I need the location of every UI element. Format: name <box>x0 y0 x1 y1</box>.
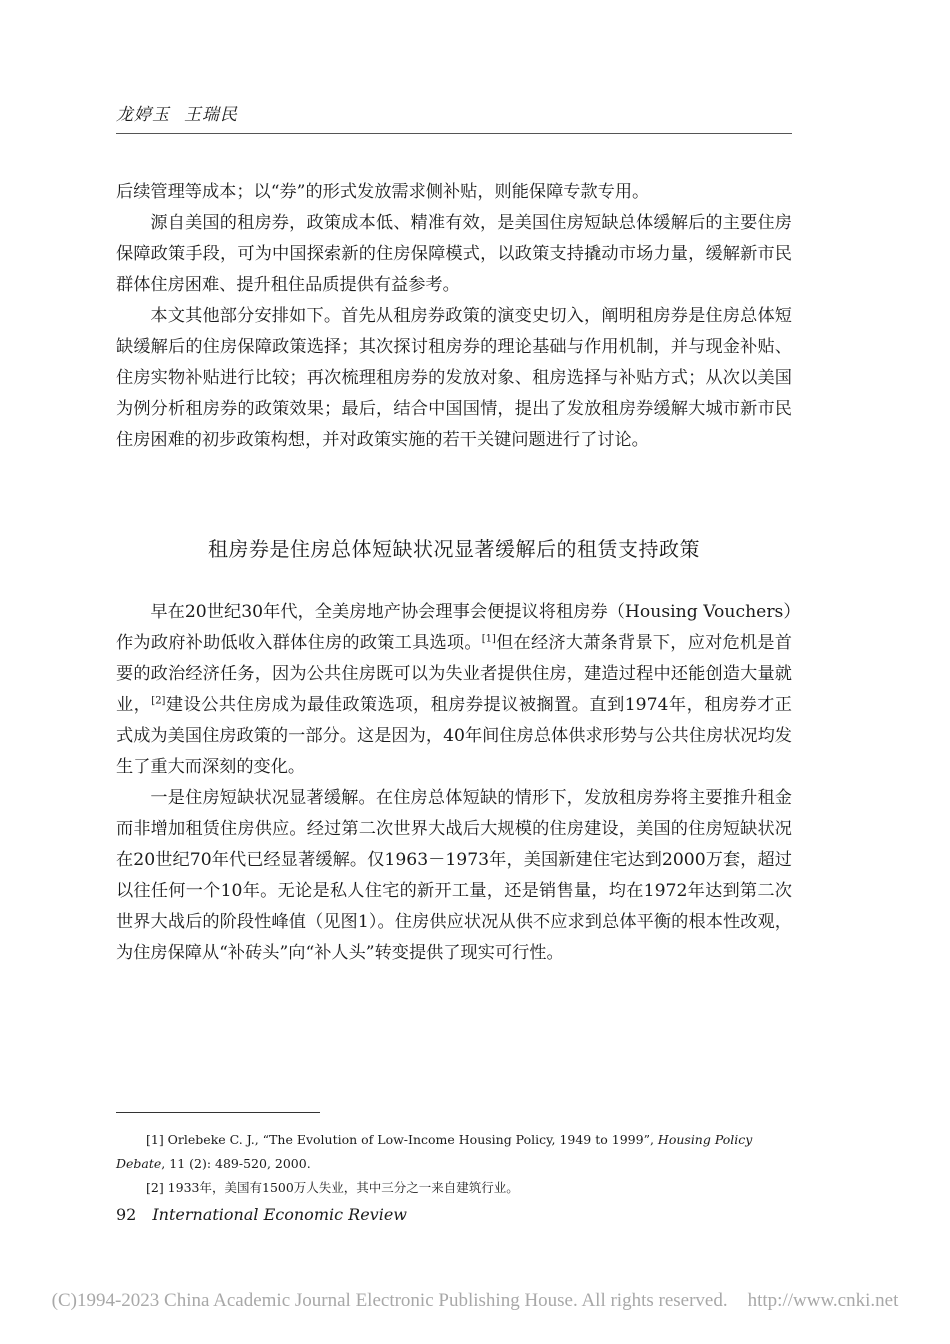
paragraph-text: 早在20世纪30年代，全美房地产协会理事会便提议将租房券（Housing Vouchers）作为政府补助低收入群体住房的政策工具选项。 <box>116 602 792 653</box>
paragraph <box>116 597 792 783</box>
author-name: 王瑞民 <box>184 105 238 125</box>
paragraph: 本文其他部分安排如下。首先从租房券政策的演变史切入，阐明租房券是住房总体短缺缓解后的住房保障政策选择；其次探讨租房券的理论基础与作用机制，并与现金补贴、住房实物补贴进行比较；再次梳理租房券的发放对象、租房选择与补贴方式；从次以美国为例分析租房券的政策效果；最后，结合中国国情，提出了发放租房券缓解大城市新市民住房困难的初步政策构想，并对政策实施的若干关键问题进行了讨论。 <box>116 306 792 450</box>
running-header <box>116 100 792 134</box>
copyright-watermark <box>0 1290 950 1312</box>
paragraph-text: 但在经济大萧条背景下，应对危机是首要的政治经济任务，因为公共住房既可以为失业者提供住房，建造过程中还能创造大量就业， <box>116 633 792 715</box>
paragraph-text: 建设公共住房成为最佳政策选项，租房券提议被搁置。直到1974年，租房券才正式成为美国住房政策的一部分。这是因为，40年间住房总体供求形势与公共住房状况均发生了重大而深刻的变化。 <box>116 695 792 777</box>
footnote <box>116 1128 796 1176</box>
footnote-journal: Housing Policy Debate <box>116 1132 753 1171</box>
footnote: [2] 1933年，美国有1500万人失业，其中三分之一来自建筑行业。 <box>146 1180 519 1195</box>
copyright-notice: (C)1994-2023 China Academic Journal Electronic Publishing House. All rights reserved. <box>51 1290 728 1311</box>
copyright-url[interactable]: http://www.cnki.net <box>747 1290 899 1311</box>
footnote-text: , 11 (2): 489-520, 2000. <box>161 1156 311 1171</box>
footnote-ref[interactable]: [1] <box>481 633 496 645</box>
footnotes <box>116 1128 796 1200</box>
section-body <box>116 597 792 969</box>
intro-section <box>116 177 792 456</box>
footnote-divider <box>116 1112 320 1113</box>
section-heading: 租房券是住房总体短缺状况显著缓解后的租赁支持政策 <box>208 537 700 561</box>
page-footer <box>116 1205 407 1224</box>
footnote-ref[interactable]: [2] <box>151 695 166 707</box>
footnote-text: [1] Orlebeke C. J., “The Evolution of Low-Income Housing Policy, 1949 to 1999”, <box>146 1132 658 1147</box>
paragraph: 源自美国的租房券，政策成本低、精准有效，是美国住房短缺总体缓解后的主要住房保障政策手段，可为中国探索新的住房保障模式，以政策支持撬动市场力量，缓解新市民群体住房困难、提升租住品质提供有益参考。 <box>116 213 792 295</box>
page-number: 92 <box>116 1205 137 1224</box>
journal-name: International Economic Review <box>152 1205 407 1224</box>
author-name: 龙婷玉 <box>116 105 170 125</box>
paragraph: 一是住房短缺状况显著缓解。在住房总体短缺的情形下，发放租房券将主要推升租金而非增加租赁住房供应。经过第二次世界大战后大规模的住房建设，美国的住房短缺状况在20世纪70年代已经显著缓解。仅1963－1973年，美国新建住宅达到2000万套，超过以往任何一个10年。无论是私人住宅的新开工量，还是销售量，均在1972年达到第二次世界大战后的阶段性峰值（见图1）。住房供应状况从供不应求到总体平衡的根本性改观，为住房保障从“补砖头”向“补人头”转变提供了现实可行性。 <box>116 788 792 963</box>
paragraph: 后续管理等成本；以“券”的形式发放需求侧补贴，则能保障专款专用。 <box>116 182 650 202</box>
